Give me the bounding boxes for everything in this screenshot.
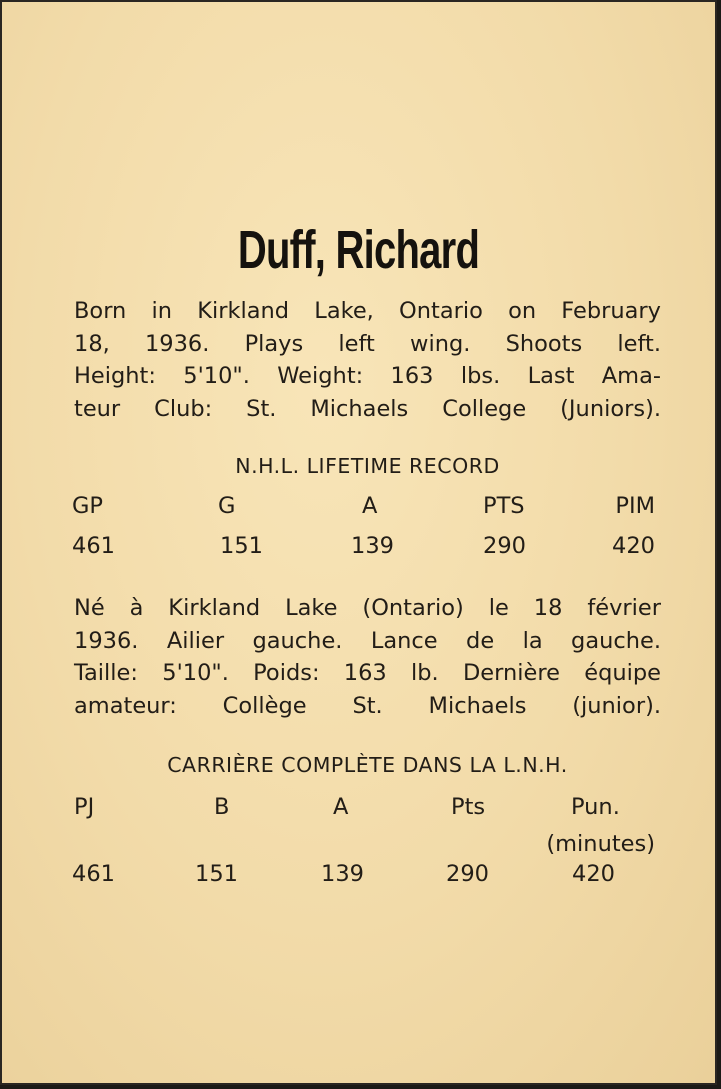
english-stats-header-row: [2, 490, 715, 522]
value-gp: 461: [72, 533, 115, 559]
value-a-fr: 139: [321, 861, 364, 887]
header-pun: Pun.: [571, 794, 620, 820]
french-stats-header-row: [2, 791, 715, 823]
value-b: 151: [195, 861, 238, 887]
english-stats-value-row: [2, 530, 715, 562]
french-bio-line: Taille: 5'10". Poids: 163 lb. Dernière équipe: [74, 660, 661, 686]
french-stats-value-row: [2, 858, 715, 890]
french-bio-line: 1936. Ailier gauche. Lance de la gauche.: [74, 627, 661, 654]
header-pj: PJ: [74, 794, 95, 820]
header-pun-minutes: (minutes): [546, 831, 655, 857]
header-pts-fr: Pts: [451, 794, 486, 820]
english-bio: [74, 295, 661, 425]
value-pun: 420: [572, 861, 615, 887]
english-record-title: N.H.L. LIFETIME RECORD: [235, 454, 500, 478]
header-gp: GP: [72, 493, 104, 519]
value-g: 151: [220, 533, 263, 559]
header-a-fr: A: [333, 794, 349, 820]
value-pim: 420: [612, 533, 655, 559]
french-record-title: CARRIÈRE COMPLÈTE DANS LA L.N.H.: [167, 753, 568, 777]
french-bio-line: Né à Kirkland Lake (Ontario) le 18 février: [74, 595, 661, 621]
value-a: 139: [351, 533, 394, 559]
header-pts: PTS: [483, 493, 525, 519]
header-b: B: [214, 794, 230, 820]
english-bio-line: teur Club: St. Michaels College (Juniors).: [74, 395, 661, 422]
french-bio-line: amateur: Collège St. Michaels (junior).: [74, 692, 661, 719]
value-pts-fr: 290: [446, 861, 489, 887]
value-pj: 461: [72, 861, 115, 887]
value-pts: 290: [483, 533, 526, 559]
header-a: A: [362, 493, 378, 519]
french-stats-subheader-row: [2, 828, 715, 860]
header-g: G: [218, 493, 236, 519]
english-bio-line: Height: 5'10". Weight: 163 lbs. Last Ama-: [74, 363, 661, 389]
header-pim: PIM: [615, 493, 655, 519]
player-name: Duff, Richard: [237, 220, 480, 280]
english-bio-line: Born in Kirkland Lake, Ontario on February: [74, 298, 661, 324]
english-bio-line: 18, 1936. Plays left wing. Shoots left.: [74, 330, 661, 357]
french-bio: [74, 592, 661, 722]
